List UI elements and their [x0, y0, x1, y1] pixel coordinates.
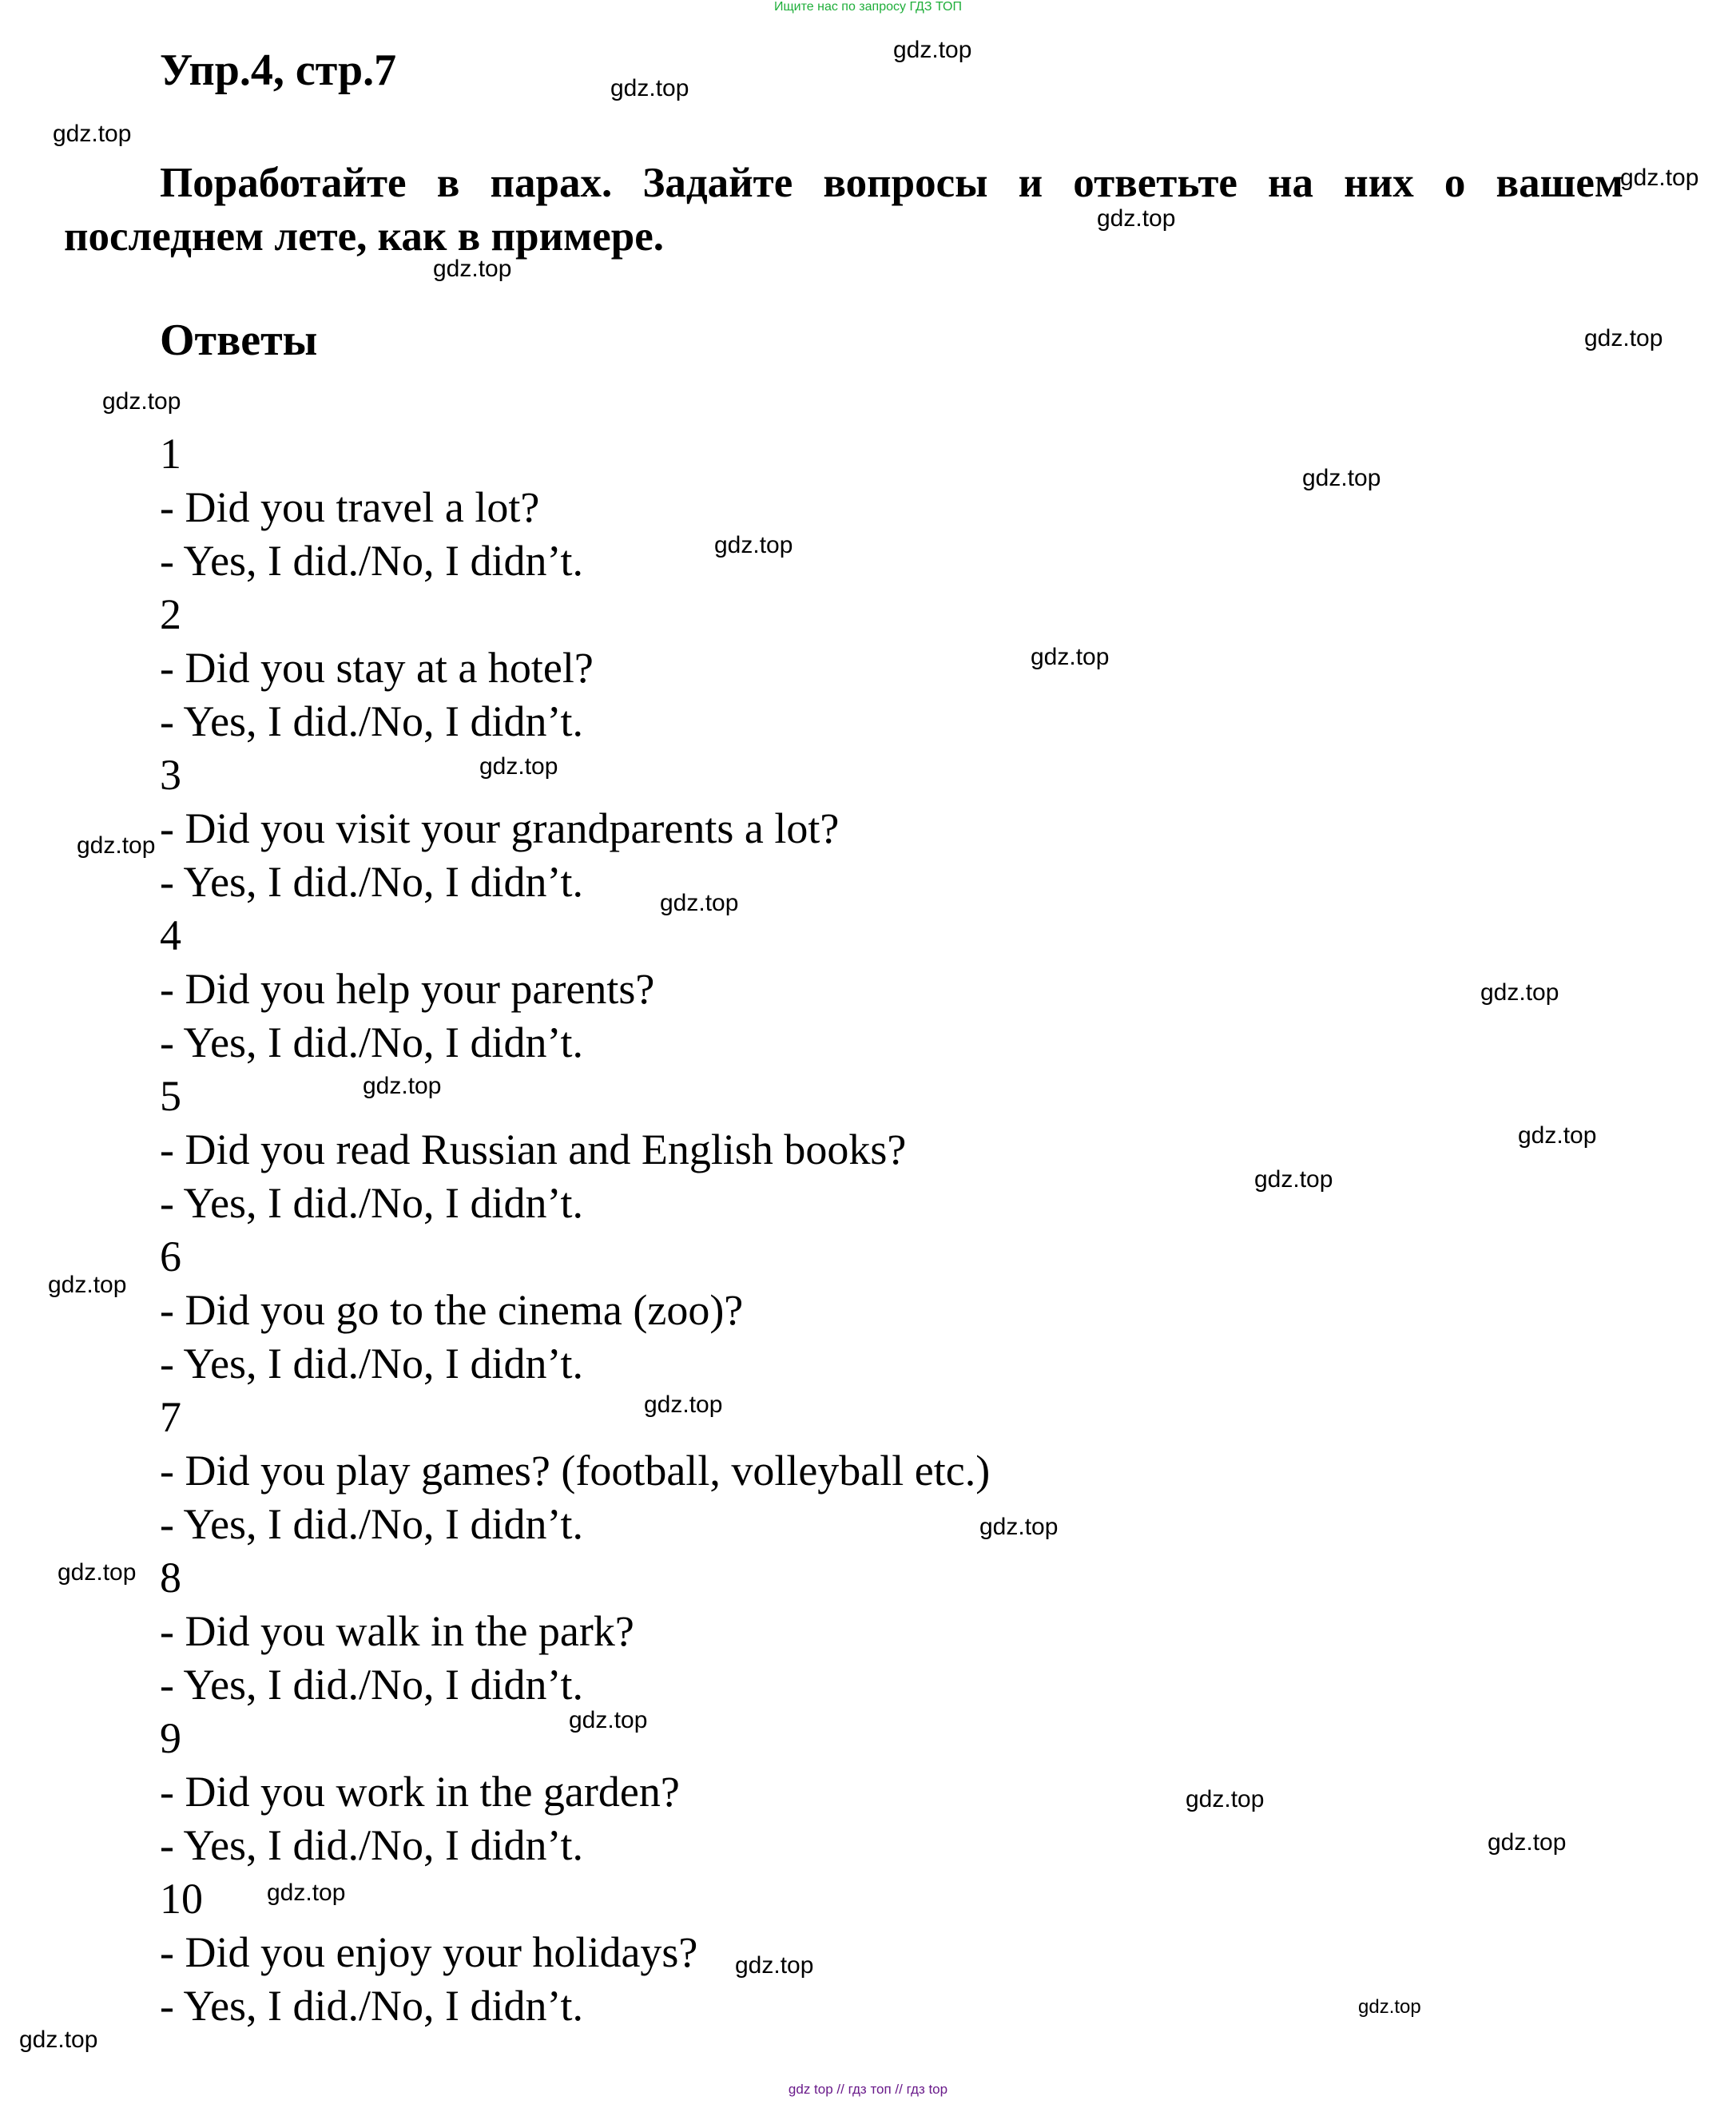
answer-question: - Did you walk in the park? [160, 1607, 634, 1655]
watermark: gdz.top [48, 1272, 127, 1298]
answer-number: 6 [160, 1233, 181, 1280]
answer-reply: - Yes, I did./No, I didn’t. [160, 1661, 584, 1709]
watermark: gdz.top [363, 1073, 442, 1099]
answer-question: - Did you read Russian and English books? [160, 1125, 907, 1173]
answer-item [160, 1712, 990, 1872]
watermark: gdz.top [1097, 205, 1176, 232]
answer-reply: - Yes, I did./No, I didn’t. [160, 1179, 584, 1227]
answer-item [160, 748, 990, 909]
watermark: gdz.top [1302, 465, 1381, 491]
answer-reply: - Yes, I did./No, I didn’t. [160, 1821, 584, 1869]
answer-reply: - Yes, I did./No, I didn’t. [160, 1500, 584, 1548]
answer-question: - Did you play games? (football, volleyball etc.) [160, 1447, 991, 1495]
answer-reply: - Yes, I did./No, I didn’t. [160, 1018, 584, 1066]
answer-number: 9 [160, 1714, 181, 1762]
watermark: gdz.top [1480, 979, 1559, 1006]
watermark: gdz.top [19, 2027, 98, 2053]
watermark: gdz.top [569, 1707, 648, 1733]
answers-list [160, 427, 990, 2033]
answer-question: - Did you stay at a hotel? [160, 644, 594, 692]
watermark: gdz.top [1518, 1122, 1597, 1149]
watermark: gdz.top [102, 388, 181, 415]
answer-number: 8 [160, 1554, 181, 1602]
watermark: gdz.top [893, 37, 972, 63]
answer-item [160, 588, 990, 748]
answer-question: - Did you visit your grandparents a lot? [160, 804, 840, 852]
answer-number: 7 [160, 1393, 181, 1441]
watermark: gdz.top [433, 256, 512, 282]
watermark: gdz.top [77, 832, 156, 859]
watermark: gdz.top [267, 1880, 346, 1906]
watermark: gdz.top [1620, 165, 1699, 191]
watermark: gdz.top [1488, 1829, 1567, 1856]
answer-question: - Did you go to the cinema (zoo)? [160, 1286, 744, 1334]
watermark: gdz.top [1358, 1996, 1421, 2018]
answer-number: 10 [160, 1875, 203, 1923]
answer-reply: - Yes, I did./No, I didn’t. [160, 697, 584, 745]
footer: gdz top // гдз топ // гдз top [788, 2082, 948, 2097]
answer-reply: - Yes, I did./No, I didn’t. [160, 537, 584, 585]
answer-number: 4 [160, 911, 181, 959]
answer-reply: - Yes, I did./No, I didn’t. [160, 858, 584, 906]
answer-number: 5 [160, 1072, 181, 1120]
answer-reply: - Yes, I did./No, I didn’t. [160, 1982, 584, 2030]
watermark: gdz.top [1254, 1166, 1333, 1193]
answer-number: 1 [160, 430, 181, 478]
answer-reply: - Yes, I did./No, I didn’t. [160, 1340, 584, 1387]
page-title: Упр.4, стр.7 [160, 46, 397, 95]
answer-question: - Did you work in the garden? [160, 1768, 680, 1816]
answer-item [160, 1230, 990, 1391]
answer-number: 3 [160, 751, 181, 799]
answer-item [160, 1551, 990, 1712]
task-text: Поработайте в парах. Задайте вопросы и ответьте на них о вашем последнем лете, как в примере. [64, 160, 1623, 260]
watermark: gdz.top [1186, 1786, 1265, 1812]
top-banner: Ищите нас по запросу ГДЗ ТОП [774, 0, 962, 14]
watermark: gdz.top [479, 753, 558, 780]
watermark: gdz.top [1031, 644, 1110, 670]
watermark: gdz.top [58, 1559, 137, 1586]
watermark: gdz.top [660, 890, 739, 916]
answer-item [160, 1391, 990, 1551]
answers-heading: Ответы [160, 316, 318, 365]
watermark: gdz.top [53, 121, 132, 147]
answer-question: - Did you travel a lot? [160, 483, 540, 531]
answer-question: - Did you enjoy your holidays? [160, 1928, 698, 1976]
watermark: gdz.top [644, 1391, 723, 1418]
answer-item [160, 427, 990, 588]
watermark: gdz.top [714, 532, 793, 558]
watermark: gdz.top [979, 1514, 1059, 1540]
watermark: gdz.top [735, 1952, 814, 1979]
answer-item [160, 1070, 990, 1230]
answer-item [160, 909, 990, 1070]
watermark: gdz.top [610, 75, 689, 101]
answer-number: 2 [160, 590, 181, 638]
answer-question: - Did you help your parents? [160, 965, 655, 1013]
watermark: gdz.top [1584, 325, 1663, 351]
